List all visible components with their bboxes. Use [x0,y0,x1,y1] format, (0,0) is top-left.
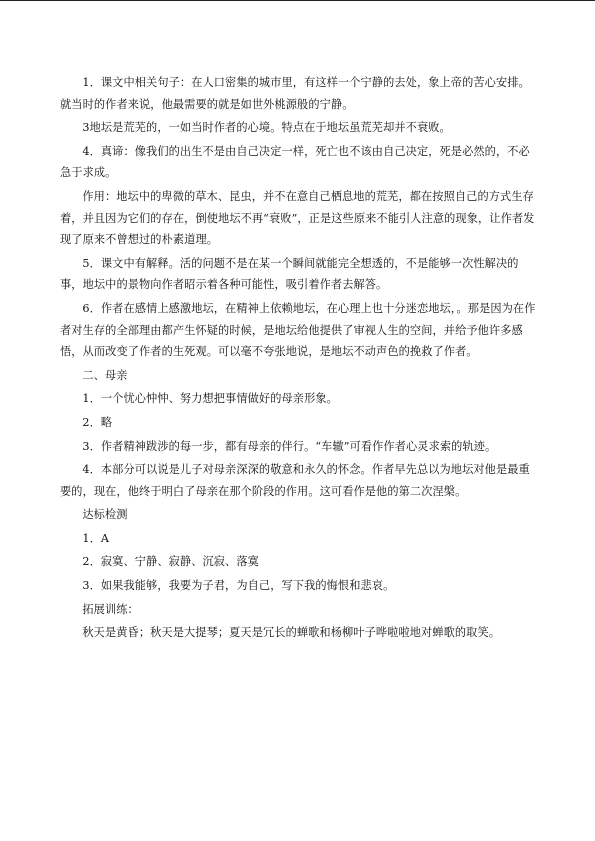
section-heading-assessment: 达标检测 [82,508,128,522]
answer-paragraph: 2．略 [82,415,113,429]
answer-paragraph: 秋天是黄昏；秋天是大提琴；夏天是冗长的蝉歌和杨柳叶子哗啦啦地对蝉歌的取笑。 [82,626,501,640]
answer-paragraph: 1．课文中相关句子：在人口密集的城市里，有这样一个宁静的去处，象上帝的苦心安排。就当时的作者来说，他最需要的就是如世外桃源般的宁静。 [60,76,530,111]
section-heading-extension: 拓展训练： [82,602,139,616]
answer-paragraph: 1．一个忧心忡忡、努力想把事情做好的母亲形象。 [82,392,338,406]
answer-paragraph: 3地坛是荒芜的，一如当时作者的心境。特点在于地坛虽荒芜却并不衰败。 [82,121,451,135]
section-heading-mother: 二、母亲 [82,368,128,382]
answer-paragraph: 4．本部分可以说是儿子对母亲深深的敬意和永久的怀念。作者早先总以为地坛对他是最重要的，现在，他终于明白了母亲在那个阶段的作用。这可看作是他的第二次涅槃。 [60,463,530,498]
top-rule [0,0,595,1]
answer-paragraph: 作用：地坛中的卑微的草木、昆虫，并不在意自己栖息地的荒芜，都在按照自己的方式生存着，并且因为它们的存在，倒使地坛不再“衰败”，正是这些原来不能引人注意的现象，让作者发现了原来不曾想过的朴素道理。 [60,189,535,247]
document-page [60,72,540,646]
answer-paragraph: 5．课文中有解释。活的问题不是在某一个瞬间就能完全想透的，不是能够一次性解决的事，地坛中的景物向作者昭示着各种可能性，吸引着作者去解答。 [60,256,519,292]
answer-paragraph: 4．真谛：像我们的出生不是由自己决定一样，死亡也不该由自己决定，死是必然的，不必急于求成。 [60,144,530,180]
answer-paragraph: 2．寂寞、宁静、寂静、沉寂、落寞 [82,555,259,569]
answer-paragraph: 3．如果我能够，我要为子君，为自己，写下我的悔恨和悲哀。 [82,579,395,593]
answer-paragraph: 6．作者在感情上感激地坛，在精神上依赖地坛，在心理上也十分迷恋地坛，。那是因为在作者对生存的全部理由都产生怀疑的时候，是地坛给他提供了审视人生的空间，并给予他许多感悟，从而改变了作者的生死观。可以毫不夸张地说，是地坛不动声色的挽救了作者。 [60,301,536,359]
answer-paragraph: 1．A [82,531,110,545]
answer-paragraph: 3．作者精神跋涉的每一步，都有母亲的伴行。“车辙”可看作作者心灵求索的轨迹。 [82,439,497,453]
